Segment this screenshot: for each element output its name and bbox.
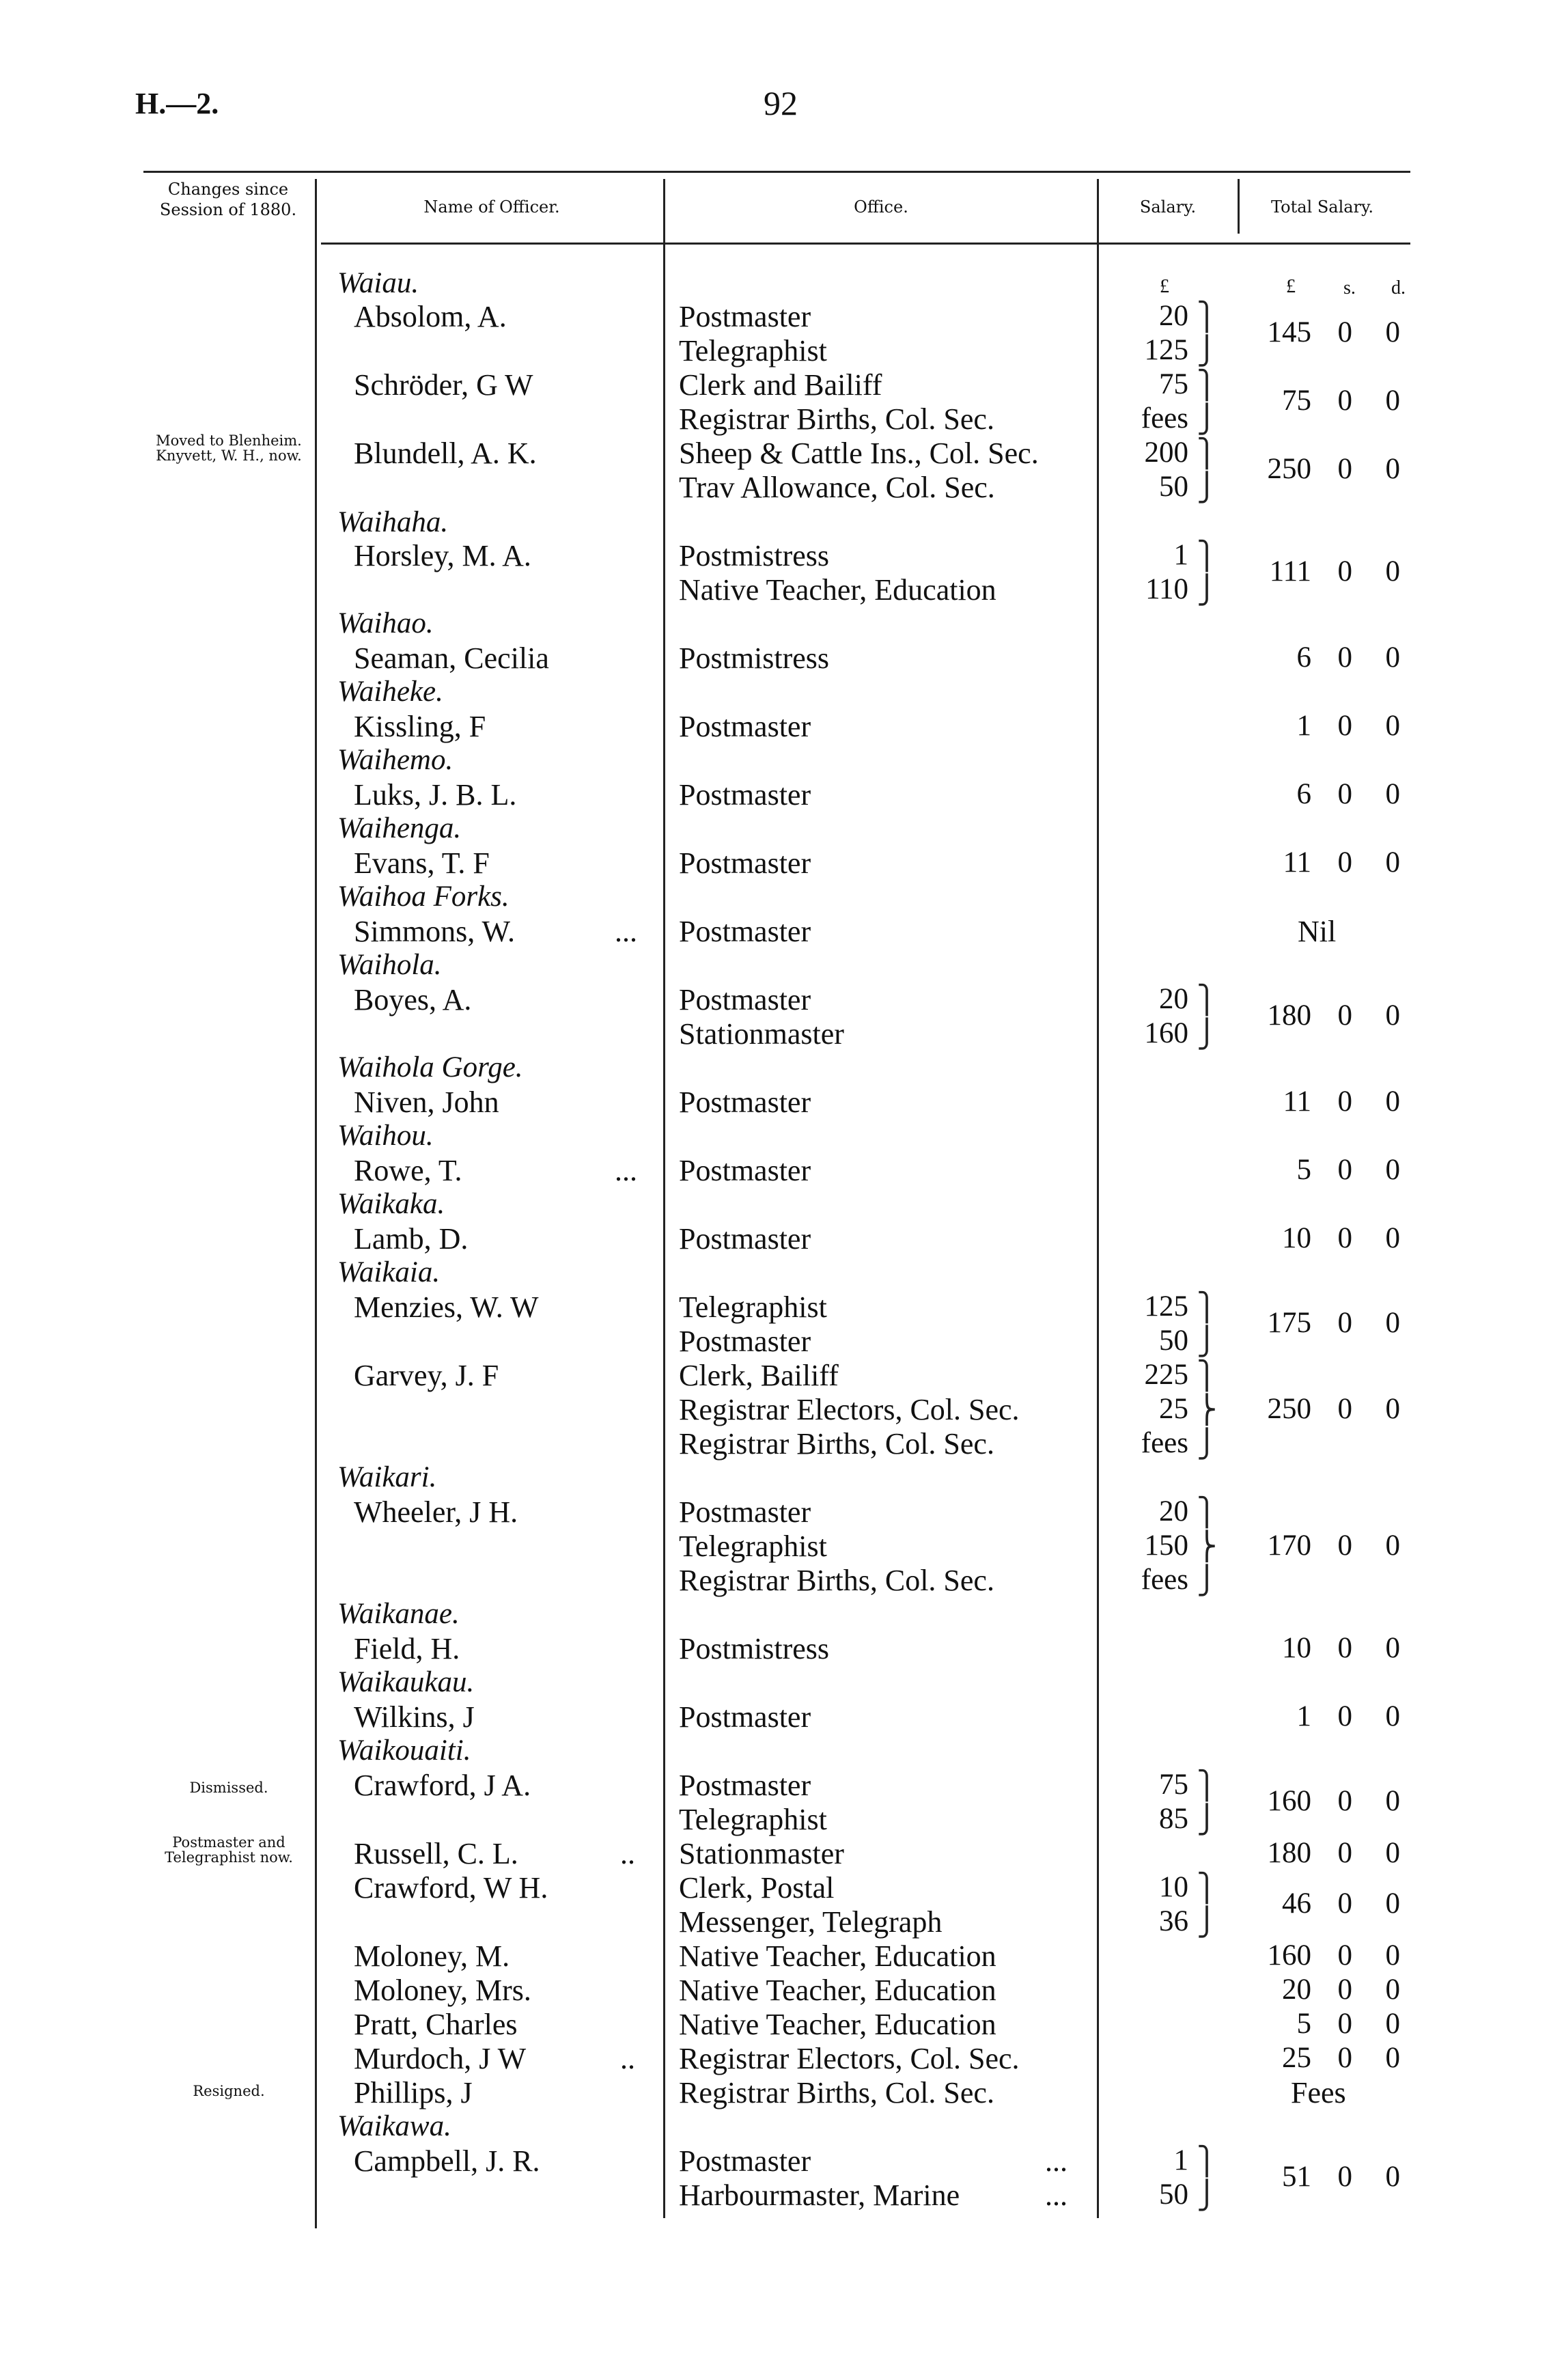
column-header-name: Name of Officer. <box>423 197 560 217</box>
officer-name: Rowe, T. <box>354 1154 462 1187</box>
brace-mark: ⎭ <box>1197 1019 1217 1049</box>
salary-value: 110 <box>1145 573 1188 605</box>
column-divider <box>1097 179 1099 2218</box>
office-title: Native Teacher, Education <box>679 1974 996 2007</box>
brace-mark: ⎫ <box>1197 1770 1217 1801</box>
office-title: Postmaster <box>679 983 811 1016</box>
officer-name: Evans, T. F <box>354 846 490 880</box>
brace-mark: ⎫ <box>1197 301 1217 332</box>
total-pence: 0 <box>1385 999 1400 1032</box>
salary-value: fees <box>1141 1564 1188 1596</box>
brace-mark: ⎭ <box>1197 575 1217 605</box>
total-pounds: 11 <box>1283 846 1311 878</box>
section-heading: Waihou. <box>337 1120 434 1152</box>
brace-mark: ⎬ <box>1197 1394 1217 1425</box>
total-pounds: 160 <box>1267 1785 1311 1817</box>
total-pounds: 5 <box>1296 1154 1311 1186</box>
change-note: Moved to Blenheim. Knyvett, W. H., now. <box>156 432 302 464</box>
office-title: Clerk, Bailiff <box>679 1359 839 1392</box>
section-heading: Waihola. <box>337 949 442 981</box>
section-heading: Waikaka. <box>337 1188 445 1220</box>
total-pence: 0 <box>1385 1632 1400 1664</box>
total-shillings: 0 <box>1337 999 1352 1032</box>
salary-value: 50 <box>1159 471 1188 503</box>
salary-value: 125 <box>1144 334 1188 366</box>
table-top-rule <box>143 171 1410 173</box>
total-pounds: 250 <box>1267 453 1311 485</box>
change-note: Dismissed. <box>189 1780 268 1796</box>
leader-dots: .. <box>620 1837 635 1870</box>
leader-dots: ... <box>1045 2178 1067 2212</box>
table-header-rule <box>321 243 1410 245</box>
officer-name: Lamb, D. <box>354 1222 469 1256</box>
leader-dots: .. <box>620 2042 635 2075</box>
office-title: Messenger, Telegraph <box>679 1905 943 1939</box>
office-title: Postmistress <box>679 539 830 572</box>
total-pence: 0 <box>1385 1887 1400 1920</box>
office-title: Registrar Births, Col. Sec. <box>679 2076 994 2109</box>
total-pence: 0 <box>1385 2008 1400 2040</box>
total-pounds: 75 <box>1282 385 1311 417</box>
officer-name: Wheeler, J H. <box>354 1495 518 1529</box>
pounds-unit: £ <box>1286 276 1296 297</box>
total-pence: 0 <box>1385 1530 1400 1562</box>
document-code: H.—2. <box>135 87 219 120</box>
section-heading: Waikari. <box>337 1461 437 1493</box>
salary-value: 20 <box>1159 300 1188 332</box>
total-pence: 0 <box>1385 778 1400 810</box>
total-shillings: 0 <box>1337 778 1352 810</box>
section-heading: Waiau. <box>337 267 419 299</box>
salary-value: 50 <box>1159 2178 1188 2211</box>
office-title: Postmaster <box>679 915 811 948</box>
total-shillings: 0 <box>1337 1530 1352 1562</box>
total-pounds: 160 <box>1267 1939 1311 1971</box>
salary-value: 75 <box>1159 368 1188 400</box>
brace-mark: ⎫ <box>1197 438 1217 469</box>
officer-name: Kissling, F <box>354 710 486 743</box>
total-pence: 0 <box>1385 1222 1400 1254</box>
section-heading: Waiheke. <box>337 676 443 708</box>
brace-mark: ⎭ <box>1197 1428 1217 1459</box>
officer-name: Niven, John <box>354 1085 499 1119</box>
office-title: Registrar Electors, Col. Sec. <box>679 1393 1020 1426</box>
section-heading: Waihao. <box>337 607 434 639</box>
total-pounds: 46 <box>1282 1887 1311 1920</box>
officer-name: Pratt, Charles <box>354 2008 518 2041</box>
total-pounds: 180 <box>1267 1837 1311 1869</box>
salary-value: 1 <box>1173 2144 1188 2176</box>
total-pence: 0 <box>1385 1837 1400 1869</box>
total-shillings: 0 <box>1337 1222 1352 1254</box>
office-title: Telegraphist <box>679 334 827 368</box>
salary-unit: £ <box>1160 276 1169 297</box>
officer-name: Menzies, W. W <box>354 1290 539 1324</box>
salary-value: 20 <box>1159 983 1188 1015</box>
salary-value: 85 <box>1159 1803 1188 1835</box>
officer-name: Schröder, G W <box>354 368 533 402</box>
office-title: Native Teacher, Education <box>679 1939 996 1973</box>
brace-mark: ⎭ <box>1197 335 1217 366</box>
total-shillings: 0 <box>1337 1785 1352 1817</box>
total-shillings: 0 <box>1337 316 1352 348</box>
office-title: Registrar Births, Col. Sec. <box>679 1564 994 1597</box>
officer-name: Horsley, M. A. <box>354 539 531 572</box>
salary-value: 75 <box>1159 1769 1188 1801</box>
total-pence: 0 <box>1385 555 1400 587</box>
total-shillings: 0 <box>1337 1632 1352 1664</box>
officer-name: Field, H. <box>354 1632 460 1665</box>
brace-mark: ⎫ <box>1197 1292 1217 1323</box>
change-note: Postmaster and Telegraphist now. <box>165 1834 293 1866</box>
office-title: Telegraphist <box>679 1290 827 1324</box>
officer-name: Crawford, J A. <box>354 1769 531 1802</box>
brace-mark: ⎭ <box>1197 1804 1217 1835</box>
total-shillings: 0 <box>1337 2042 1352 2074</box>
salary-value: 25 <box>1159 1393 1188 1425</box>
office-title: Postmistress <box>679 641 830 675</box>
officer-name: Moloney, M. <box>354 1939 510 1973</box>
section-heading: Waihaha. <box>337 506 449 538</box>
office-title: Trav Allowance, Col. Sec. <box>679 471 995 504</box>
officer-name: Seaman, Cecilia <box>354 641 549 675</box>
brace-mark: ⎬ <box>1197 1531 1217 1562</box>
section-heading: Waihola Gorge. <box>337 1051 523 1083</box>
total-pence: 0 <box>1385 1154 1400 1186</box>
total-shillings: 0 <box>1337 1085 1352 1118</box>
office-title: Postmaster <box>679 778 811 812</box>
total-pounds: 11 <box>1283 1085 1311 1118</box>
office-title: Postmaster <box>679 1154 811 1187</box>
column-divider <box>1238 179 1240 234</box>
total-shillings: 0 <box>1337 555 1352 587</box>
total-pence: 0 <box>1385 2161 1400 2193</box>
officer-name: Absolom, A. <box>354 300 507 333</box>
total-pounds: 175 <box>1267 1307 1311 1339</box>
total-shillings: 0 <box>1337 1700 1352 1732</box>
total-shillings: 0 <box>1337 2161 1352 2193</box>
office-title: Clerk, Postal <box>679 1871 835 1905</box>
total-pounds: 20 <box>1282 1974 1311 2006</box>
office-title: Postmaster <box>679 1700 811 1734</box>
office-title: Registrar Births, Col. Sec. <box>679 1427 994 1461</box>
total-shillings: 0 <box>1337 2008 1352 2040</box>
total-shillings: 0 <box>1337 641 1352 674</box>
office-title: Postmaster <box>679 1085 811 1119</box>
brace-mark: ⎫ <box>1197 1360 1217 1391</box>
total-pence: 0 <box>1385 1393 1400 1425</box>
total-pounds: 10 <box>1282 1222 1311 1254</box>
office-title: Sheep & Cattle Ins., Col. Sec. <box>679 437 1039 470</box>
total-pence: 0 <box>1385 1785 1400 1817</box>
salary-value: 1 <box>1173 539 1188 571</box>
brace-mark: ⎭ <box>1197 1326 1217 1357</box>
total-shillings: 0 <box>1337 453 1352 485</box>
column-header-changes: Changes since Session of 1880. <box>159 180 297 219</box>
officer-name: Moloney, Mrs. <box>354 1974 531 2007</box>
section-heading: Waikouaiti. <box>337 1734 471 1767</box>
brace-mark: ⎭ <box>1197 472 1217 503</box>
total-pounds: 111 <box>1269 555 1311 587</box>
total-pounds: 1 <box>1296 710 1311 742</box>
column-divider <box>663 179 665 2218</box>
office-title: Clerk and Bailiff <box>679 368 882 402</box>
shillings-unit: s. <box>1343 277 1356 299</box>
office-title: Postmaster <box>679 1325 811 1358</box>
salary-value: fees <box>1141 1427 1188 1459</box>
salary-value: fees <box>1141 402 1188 434</box>
total-pounds: 5 <box>1296 2008 1311 2040</box>
office-title: Stationmaster <box>679 1017 844 1051</box>
total-shillings: 0 <box>1337 710 1352 742</box>
total-pence: 0 <box>1385 385 1400 417</box>
section-heading: Waihenga. <box>337 812 462 844</box>
brace-mark: ⎫ <box>1197 370 1217 400</box>
office-title: Postmaster <box>679 1769 811 1802</box>
total-pounds: 145 <box>1267 316 1311 348</box>
office-title: Postmistress <box>679 1632 830 1665</box>
salary-value: 200 <box>1144 437 1188 469</box>
officer-name: Boyes, A. <box>354 983 472 1016</box>
leader-dots: ... <box>1045 2144 1067 2178</box>
brace-mark: ⎭ <box>1197 404 1217 434</box>
office-title: Harbourmaster, Marine <box>679 2178 960 2212</box>
salary-value: 10 <box>1159 1871 1188 1903</box>
total-shillings: 0 <box>1337 1307 1352 1339</box>
brace-mark: ⎭ <box>1197 2180 1217 2211</box>
office-title: Native Teacher, Education <box>679 573 996 607</box>
salary-value: 225 <box>1144 1359 1188 1391</box>
brace-mark: ⎫ <box>1197 2146 1217 2176</box>
officer-name: Luks, J. B. L. <box>354 778 517 812</box>
office-title: Registrar Electors, Col. Sec. <box>679 2042 1020 2075</box>
officer-name: Phillips, J <box>354 2076 473 2109</box>
officer-name: Wilkins, J <box>354 1700 475 1734</box>
total-shillings: 0 <box>1337 1887 1352 1920</box>
section-heading: Waikanae. <box>337 1598 460 1630</box>
page-number: 92 <box>764 84 798 122</box>
office-title: Native Teacher, Education <box>679 2008 996 2041</box>
section-heading: Waikaia. <box>337 1256 441 1288</box>
total-pounds: 1 <box>1296 1700 1311 1732</box>
total-pence: 0 <box>1385 710 1400 742</box>
column-divider <box>315 179 317 2228</box>
total-pounds: 180 <box>1267 999 1311 1032</box>
total-pounds: 10 <box>1282 1632 1311 1664</box>
brace-mark: ⎫ <box>1197 540 1217 571</box>
office-title: Postmaster <box>679 2144 811 2178</box>
officer-name: Murdoch, J W <box>354 2042 527 2075</box>
section-heading: Waikaukau. <box>337 1666 475 1698</box>
total-pence: 0 <box>1385 453 1400 485</box>
total-pounds: 170 <box>1267 1530 1311 1562</box>
column-header-total: Total Salary. <box>1270 197 1374 217</box>
salary-value: 50 <box>1159 1325 1188 1357</box>
officer-name: Simmons, W. <box>354 915 515 948</box>
total-shillings: 0 <box>1337 385 1352 417</box>
leader-dots: ... <box>615 1154 637 1187</box>
total-shillings: 0 <box>1337 1974 1352 2006</box>
total-pence: 0 <box>1385 1974 1400 2006</box>
office-title: Stationmaster <box>679 1837 844 1870</box>
brace-mark: ⎫ <box>1197 1497 1217 1527</box>
office-title: Postmaster <box>679 710 811 743</box>
total-shillings: 0 <box>1337 1837 1352 1869</box>
total-pence: 0 <box>1385 1307 1400 1339</box>
total-text: Nil <box>1298 915 1337 948</box>
column-header-office: Office. <box>854 197 908 217</box>
section-heading: Waihemo. <box>337 744 453 776</box>
pence-unit: d. <box>1391 277 1406 299</box>
brace-mark: ⎫ <box>1197 984 1217 1015</box>
total-shillings: 0 <box>1337 1939 1352 1971</box>
office-title: Registrar Births, Col. Sec. <box>679 402 994 436</box>
total-pounds: 6 <box>1296 778 1311 810</box>
total-pounds: 51 <box>1282 2161 1311 2193</box>
officer-name: Blundell, A. K. <box>354 437 537 470</box>
total-pence: 0 <box>1385 316 1400 348</box>
office-title: Telegraphist <box>679 1803 827 1836</box>
salary-value: 125 <box>1144 1290 1188 1323</box>
total-shillings: 0 <box>1337 846 1352 878</box>
total-shillings: 0 <box>1337 1393 1352 1425</box>
brace-mark: ⎫ <box>1197 1872 1217 1903</box>
salary-value: 150 <box>1144 1530 1188 1562</box>
total-pence: 0 <box>1385 641 1400 674</box>
salary-value: 160 <box>1144 1017 1188 1049</box>
office-title: Telegraphist <box>679 1530 827 1563</box>
column-header-salary: Salary. <box>1139 197 1197 217</box>
officer-name: Russell, C. L. <box>354 1837 518 1870</box>
office-title: Postmaster <box>679 1495 811 1529</box>
total-pence: 0 <box>1385 846 1400 878</box>
total-shillings: 0 <box>1337 1154 1352 1186</box>
salary-value: 20 <box>1159 1495 1188 1527</box>
brace-mark: ⎭ <box>1197 1907 1217 1937</box>
officer-name: Garvey, J. F <box>354 1359 499 1392</box>
office-title: Postmaster <box>679 300 811 333</box>
total-pence: 0 <box>1385 1700 1400 1732</box>
section-heading: Waikawa. <box>337 2110 451 2142</box>
total-pounds: 6 <box>1296 641 1311 674</box>
officer-name: Campbell, J. R. <box>354 2144 540 2178</box>
total-text: Fees <box>1291 2076 1346 2109</box>
salary-value: 36 <box>1159 1905 1188 1937</box>
total-pence: 0 <box>1385 1939 1400 1971</box>
officer-name: Crawford, W H. <box>354 1871 548 1905</box>
section-heading: Waihoa Forks. <box>337 881 510 913</box>
total-pounds: 25 <box>1282 2042 1311 2074</box>
total-pence: 0 <box>1385 2042 1400 2074</box>
office-title: Postmaster <box>679 1222 811 1256</box>
total-pence: 0 <box>1385 1085 1400 1118</box>
leader-dots: ... <box>615 915 637 948</box>
total-pounds: 250 <box>1267 1393 1311 1425</box>
office-title: Postmaster <box>679 846 811 880</box>
change-note: Resigned. <box>193 2083 265 2099</box>
brace-mark: ⎭ <box>1197 1565 1217 1596</box>
